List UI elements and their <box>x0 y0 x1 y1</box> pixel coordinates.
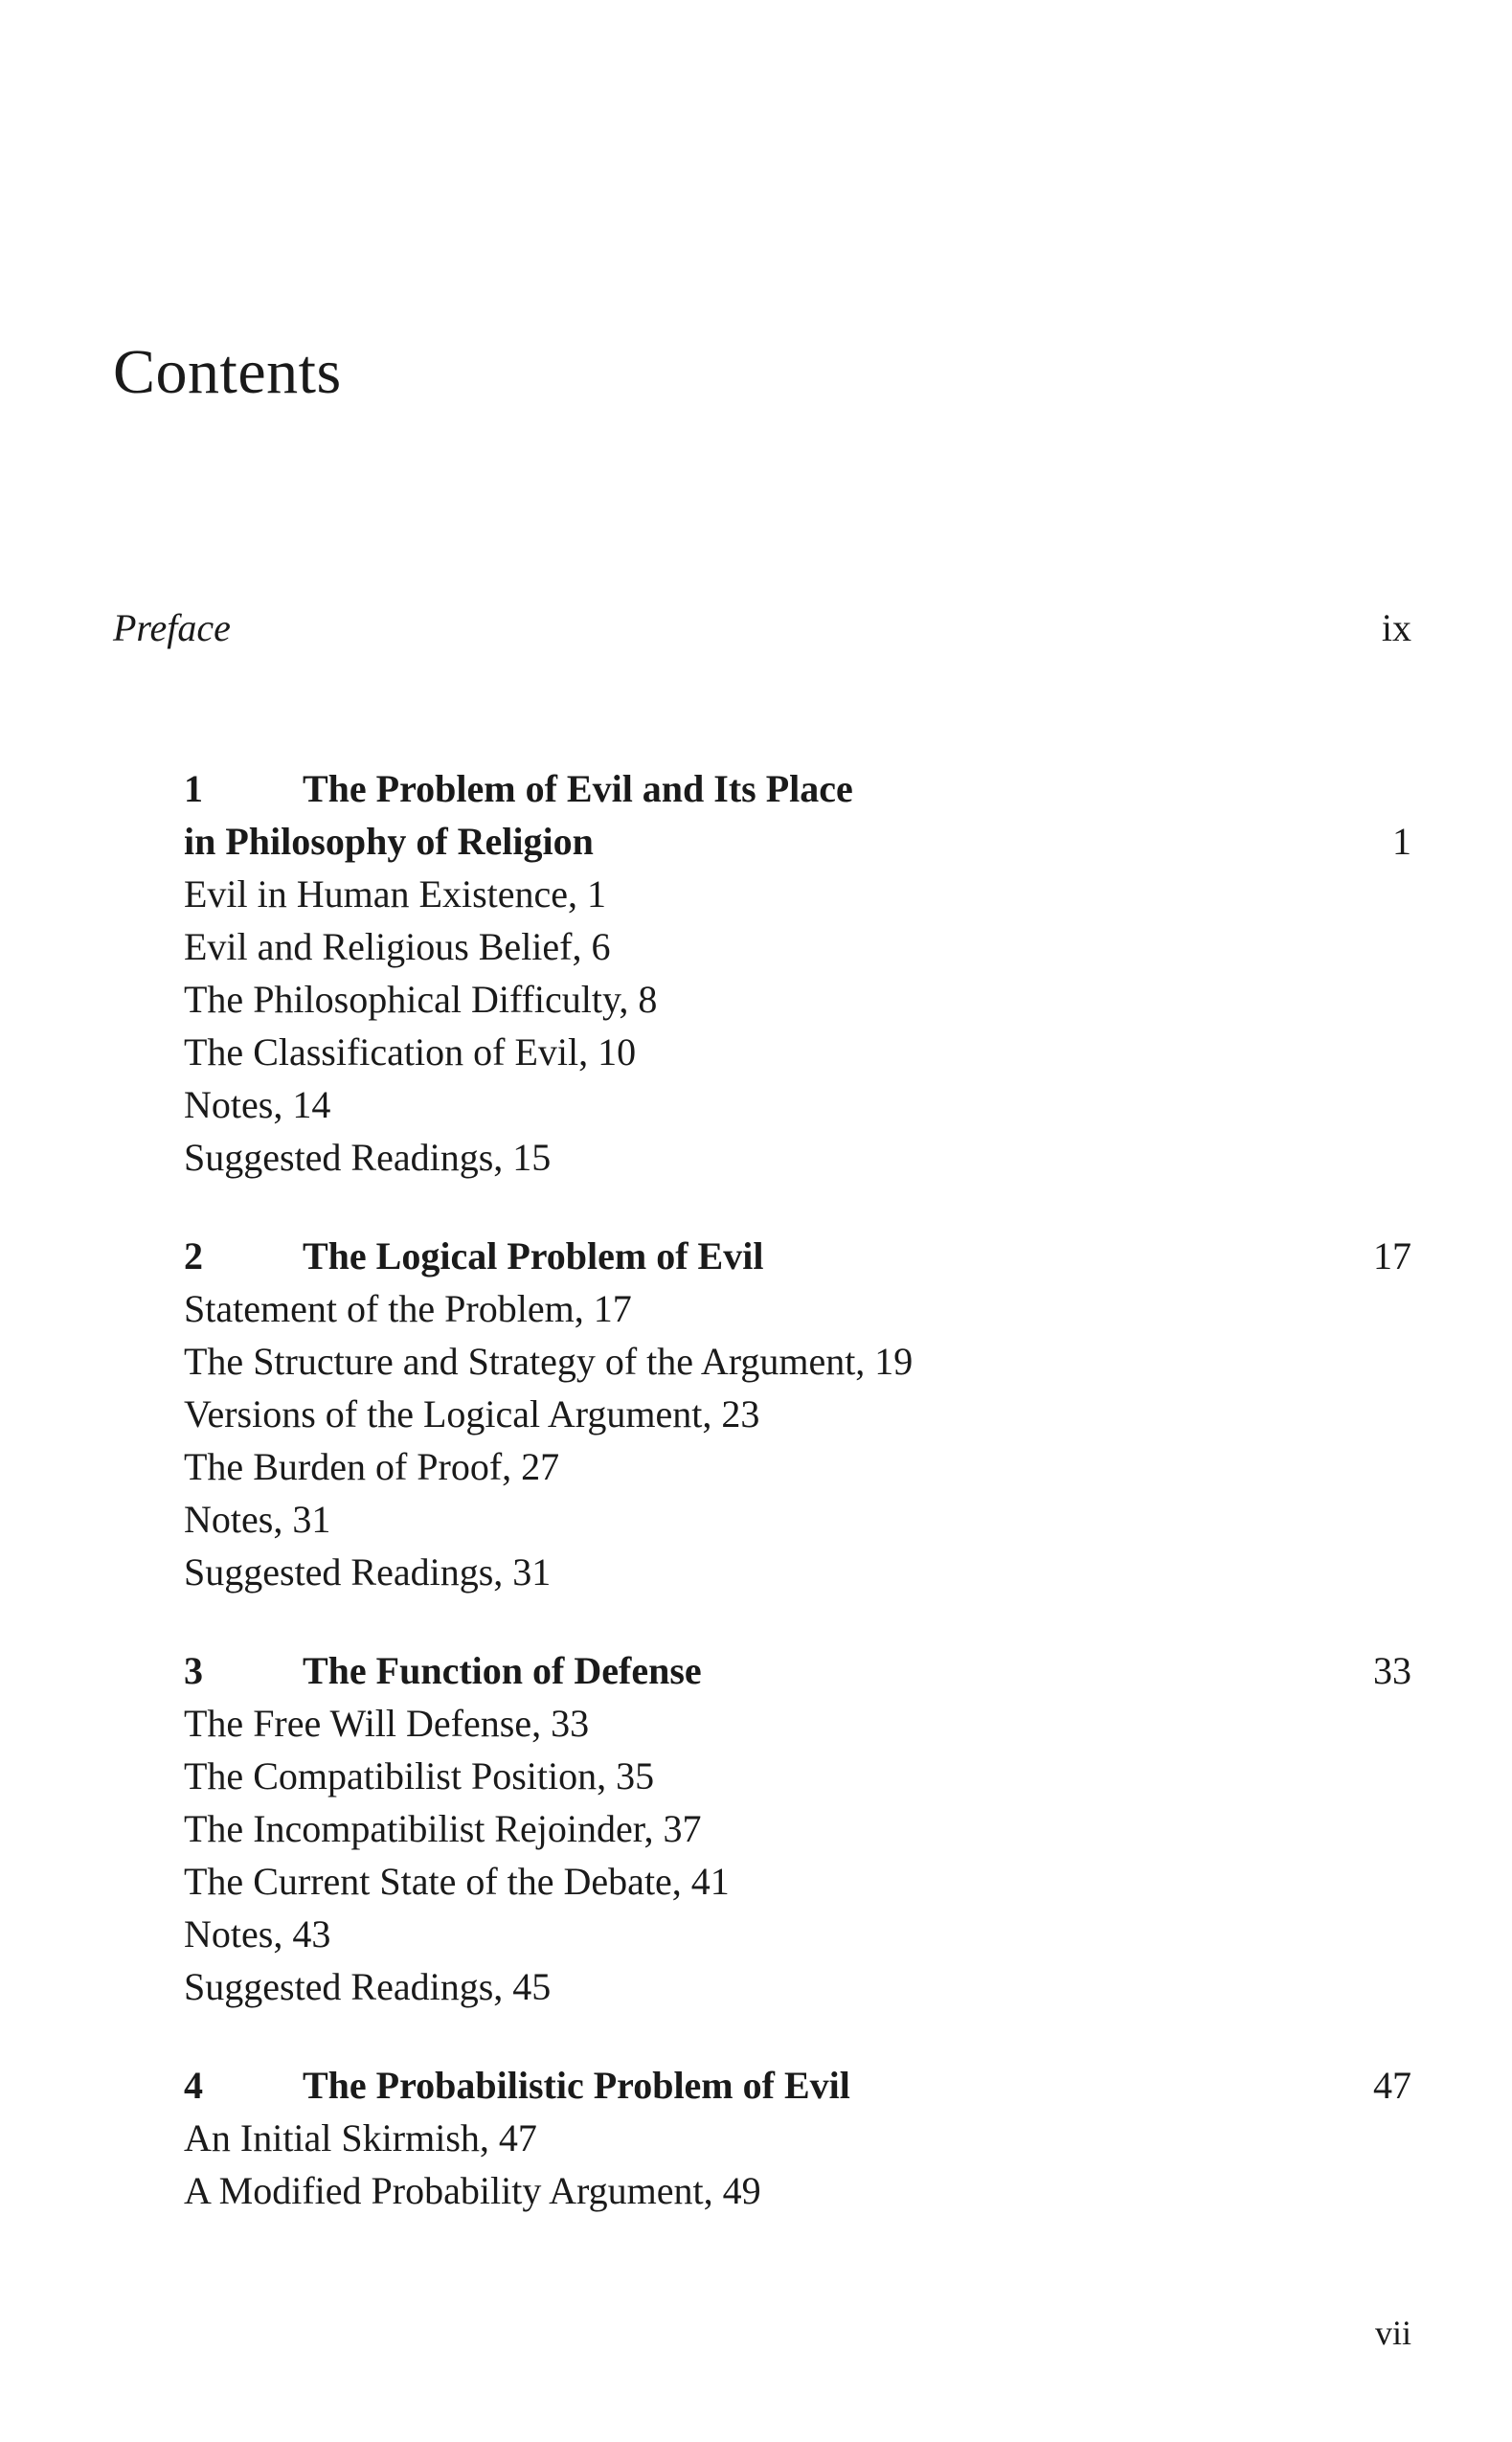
chapter-title: The Logical Problem of Evil <box>303 1234 764 1278</box>
chapter-heading <box>184 1644 1411 1697</box>
section-entry: Notes, 43 <box>184 1912 331 1956</box>
chapter-number: 4 <box>184 2064 203 2107</box>
chapter-page-number: 47 <box>1373 2064 1411 2107</box>
section-list <box>184 868 1411 1184</box>
section-entry: An Initial Skirmish, 47 <box>184 2116 537 2159</box>
section-entry: The Compatibilist Position, 35 <box>184 1754 655 1798</box>
chapter-number: 3 <box>184 1649 203 1692</box>
section-entry: Suggested Readings, 15 <box>184 1136 552 1179</box>
chapter-page-number: 33 <box>1373 1649 1411 1692</box>
chapter-heading <box>184 1230 1411 1282</box>
section-entry: Notes, 31 <box>184 1498 331 1541</box>
section-list <box>184 1697 1411 2013</box>
section-entry: Evil and Religious Belief, 6 <box>184 925 611 968</box>
preface-entry <box>113 606 1411 649</box>
page-title: Contents <box>113 337 342 407</box>
section-list <box>184 1282 1411 1598</box>
section-entry: Evil in Human Existence, 1 <box>184 872 607 916</box>
chapter-number: 2 <box>184 1234 203 1278</box>
chapter-number: 1 <box>184 767 203 810</box>
section-entry: The Incompatibilist Rejoinder, 37 <box>184 1807 702 1850</box>
chapter-title-line-1 <box>184 762 853 815</box>
section-entry: Suggested Readings, 45 <box>184 1965 552 2008</box>
section-entry: A Modified Probability Argument, 49 <box>184 2169 761 2212</box>
section-entry: The Structure and Strategy of the Argument, 19 <box>184 1340 914 1383</box>
chapter-title: The Problem of Evil and Its Place <box>303 767 853 810</box>
chapter-title-line-2: in Philosophy of Religion <box>184 820 594 863</box>
section-entry: The Philosophical Difficulty, 8 <box>184 978 658 1021</box>
chapter-page-number: 1 <box>1392 820 1411 863</box>
chapter-1 <box>184 762 1411 1184</box>
section-entry: The Free Will Defense, 33 <box>184 1702 590 1745</box>
chapter-page-number: 17 <box>1373 1234 1411 1278</box>
folio-page-number: vii <box>1374 2314 1411 2352</box>
chapter-heading <box>184 2059 1411 2112</box>
chapter-list <box>184 762 1411 2263</box>
chapter-2 <box>184 1230 1411 1598</box>
section-entry: Statement of the Problem, 17 <box>184 1287 632 1330</box>
section-entry: Suggested Readings, 31 <box>184 1550 552 1594</box>
chapter-4 <box>184 2059 1411 2217</box>
chapter-title: The Probabilistic Problem of Evil <box>303 2064 850 2107</box>
chapter-title: The Function of Defense <box>303 1649 702 1692</box>
section-entry: The Current State of the Debate, 41 <box>184 1860 730 1903</box>
chapter-heading <box>184 762 1411 868</box>
section-list <box>184 2112 1411 2217</box>
preface-page-number: ix <box>1381 606 1411 649</box>
preface-label: Preface <box>113 606 231 649</box>
section-entry: The Burden of Proof, 27 <box>184 1445 560 1488</box>
section-entry: The Classification of Evil, 10 <box>184 1030 637 1074</box>
chapter-3 <box>184 1644 1411 2013</box>
section-entry: Versions of the Logical Argument, 23 <box>184 1392 760 1436</box>
section-entry: Notes, 14 <box>184 1083 331 1126</box>
